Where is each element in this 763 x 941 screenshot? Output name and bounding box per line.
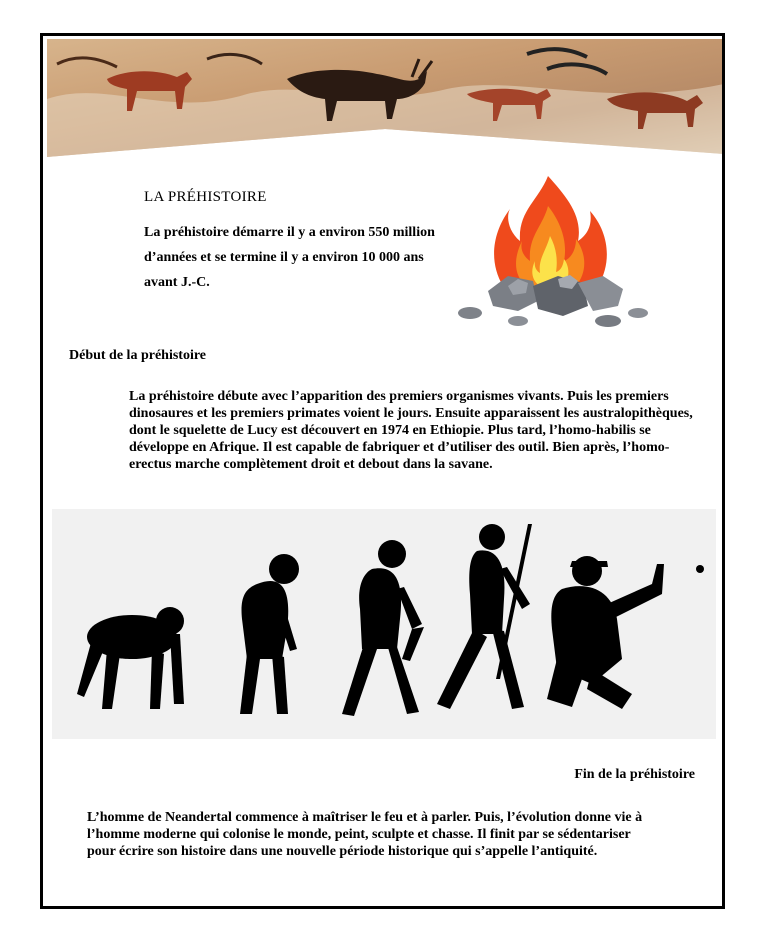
- evolution-silhouettes: [52, 509, 716, 739]
- cave-painting-banner: [47, 39, 724, 157]
- section-text-debut: La préhistoire débute avec l’apparition des premiers organismes vivants. Puis les premiers dinosaures et les premiers primates voient le jours. Ensuite apparaissent les australopithèques, dont le squelette de Lucy est découvert en 1974 en Ethiopie. Plus tard, l’homo-habilis se développe en Afrique. Il est capable de fabriquer et d’utiliser des outil. Bien après, l’homo-erectus marche complètement droit et debout dans la savane.: [129, 389, 693, 472]
- section-heading-debut: Début de la préhistoire: [69, 348, 207, 363]
- section-text-fin: L’homme de Neandertal commence à maîtriser le feu et à parler. Puis, l’évolution donne vie à l’homme moderne qui colonise le monde, peint, sculpte et chasse. Il finit par se sédentariser pour écrire son histoire dans une nouvelle période historique qui s’appelle l’antiquité.: [87, 810, 643, 859]
- intro-text: La préhistoire démarre il y a environ 550 million d’années et se termine il y a environ 10 000 ans avant J.-C.: [144, 225, 435, 290]
- page-frame: [40, 33, 725, 909]
- section-heading-fin: Fin de la préhistoire: [574, 767, 695, 782]
- page-title: LA PRÉHISTOIRE: [144, 189, 267, 205]
- campfire-icon: [448, 171, 648, 341]
